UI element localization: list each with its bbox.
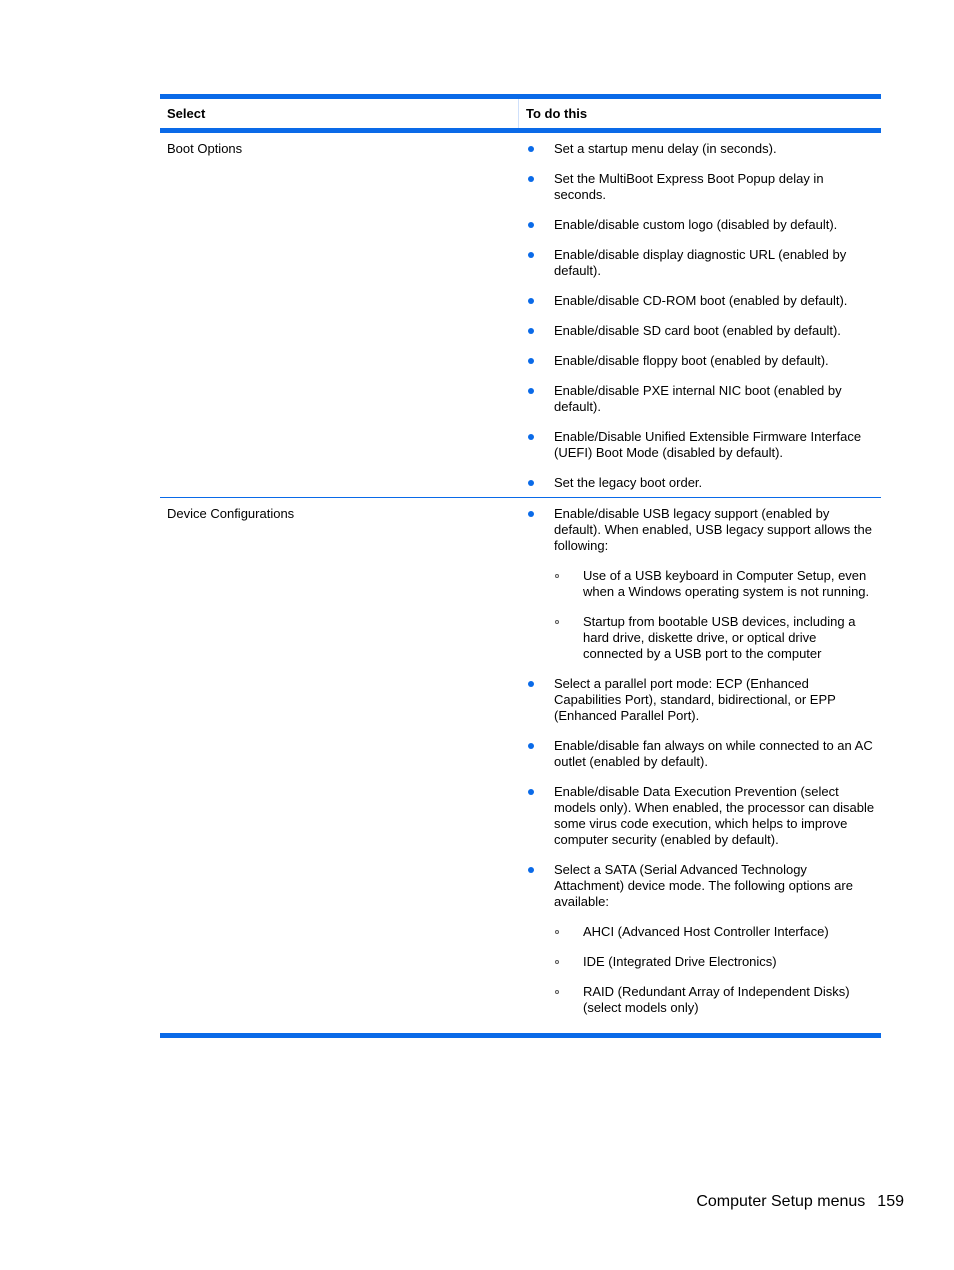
row-select-label: Boot Options <box>167 141 243 156</box>
list-item: Enable/disable floppy boot (enabled by default). <box>526 353 877 369</box>
list-item: Enable/Disable Unified Extensible Firmware Interface (UEFI) Boot Mode (disabled by default). <box>526 429 877 461</box>
bullet-list <box>526 506 877 1016</box>
row-actions <box>519 498 881 1033</box>
list-item <box>526 506 877 662</box>
list-item <box>526 862 877 1016</box>
list-item: Enable/disable PXE internal NIC boot (enabled by default). <box>526 383 877 415</box>
table-row <box>160 133 881 497</box>
sub-list-item: IDE (Integrated Drive Electronics) <box>554 954 877 970</box>
header-todo: To do this <box>526 106 588 121</box>
list-item: Enable/disable fan always on while connected to an AC outlet (enabled by default). <box>526 738 877 770</box>
sub-list-item: Use of a USB keyboard in Computer Setup, even when a Windows operating system is not running. <box>554 568 877 600</box>
list-item: Enable/disable display diagnostic URL (enabled by default). <box>526 247 877 279</box>
page-number: 159 <box>877 1193 904 1210</box>
list-item: Set the legacy boot order. <box>526 475 877 491</box>
sub-list <box>554 924 877 1016</box>
footer-section-title: Computer Setup menus <box>696 1193 866 1210</box>
list-item: Enable/disable custom logo (disabled by default). <box>526 217 877 233</box>
list-item: Select a parallel port mode: ECP (Enhanced Capabilities Port), standard, bidirectional, or EPP (Enhanced Parallel Port). <box>526 676 877 724</box>
settings-table <box>160 94 881 1038</box>
list-item: Set the MultiBoot Express Boot Popup delay in seconds. <box>526 171 877 203</box>
page-footer <box>696 1193 904 1211</box>
list-item: Enable/disable SD card boot (enabled by default). <box>526 323 877 339</box>
row-actions <box>519 133 881 497</box>
row-select-label: Device Configurations <box>167 506 295 521</box>
sub-list-item: Startup from bootable USB devices, including a hard drive, diskette drive, or optical drive connected by a USB port to the computer <box>554 614 877 662</box>
table-header <box>160 99 881 128</box>
sub-list <box>554 568 877 662</box>
header-select: Select <box>160 99 519 128</box>
list-item: Set a startup menu delay (in seconds). <box>526 141 877 157</box>
table-bottom-rule <box>160 1033 881 1038</box>
list-item-text: Select a SATA (Serial Advanced Technology Attachment) device mode. The following options are available: <box>554 862 853 909</box>
list-item-text: Enable/disable USB legacy support (enabled by default). When enabled, USB legacy support allows the following: <box>554 506 872 553</box>
list-item: Enable/disable Data Execution Prevention (select models only). When enabled, the processor can disable some virus code execution, which helps to improve computer security (enabled by default). <box>526 784 877 848</box>
bullet-list <box>526 141 877 491</box>
table-row <box>160 498 881 1033</box>
list-item: Enable/disable CD-ROM boot (enabled by default). <box>526 293 877 309</box>
sub-list-item: AHCI (Advanced Host Controller Interface) <box>554 924 877 940</box>
sub-list-item: RAID (Redundant Array of Independent Disks) (select models only) <box>554 984 877 1016</box>
